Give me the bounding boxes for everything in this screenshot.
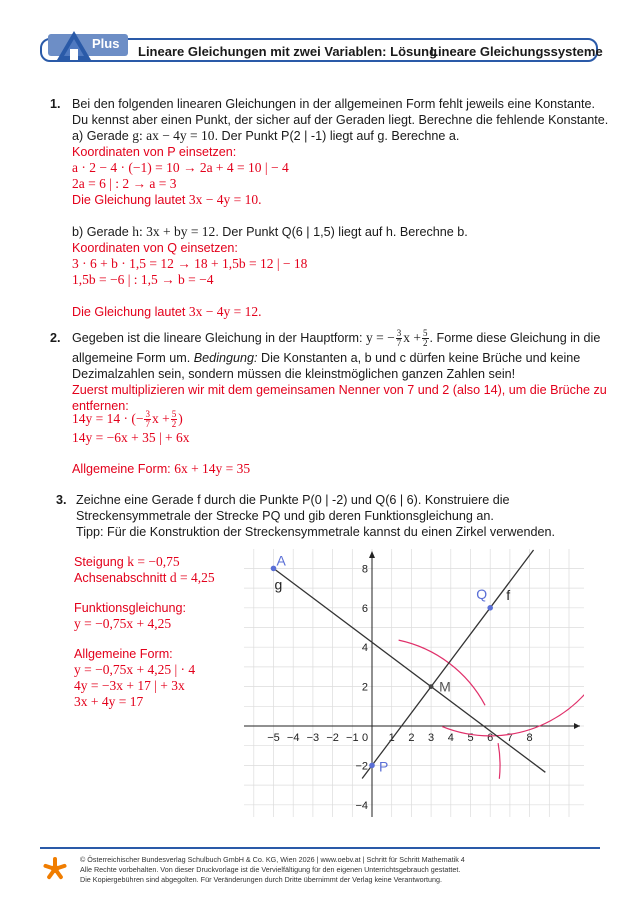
task3-general-step2: 4y = −3x + 17 | + 3x (74, 678, 185, 693)
label-g: g (274, 576, 283, 593)
task1-a-sol3: 2a = 6 | : 2 → a = 3 (72, 176, 177, 191)
triangle-logo-icon (56, 30, 92, 62)
footer-rule (40, 847, 600, 849)
task1-b-sol2: 3 · 6 + b · 1,5 = 12 → 18 + 1,5b = 12 | − 18 (72, 256, 308, 271)
point-P (369, 763, 375, 769)
task3-line2: Streckensymmetrale der Strecke PQ und gib deren Funktionsgleichung an. (76, 509, 494, 523)
task1-a-sol2: a · 2 − 4 · (−1) = 10 → 2a + 4 = 10 | − 4 (72, 160, 289, 175)
task1-b-question: b) Gerade h: 3x + by = 12. Der Punkt Q(6 | 1,5) liegt auf h. Berechne b. (72, 224, 468, 239)
y-axis-arrow-icon (369, 551, 375, 558)
plus-logo (48, 30, 128, 62)
task3-slope: Steigung k = −0,75 (74, 554, 180, 569)
label-f: f (506, 586, 511, 603)
x-tick-label: 7 (506, 732, 513, 744)
task2-line2: allgemeine Form um. Bedingung: Die Konstanten a, b und c dürfen keine Brüche und keine (72, 351, 581, 365)
x-tick-label: −2 (326, 732, 339, 744)
y-tick-label: 2 (361, 681, 368, 694)
label-M: M (439, 678, 451, 695)
label-Q: Q (476, 585, 488, 602)
graph-lines (274, 550, 546, 779)
task3-func-eq: y = −0,75x + 4,25 (74, 616, 172, 631)
task2-line1: Gegeben ist die lineare Gleichung in der Hauptform: y = − $\frac{3}{7}$ x + $\frac{5}{2}$ . Forme diese Gleichung in die (72, 328, 601, 349)
task3-general-result: 3x + 4y = 17 (74, 694, 144, 709)
task2-sol5: Allgemeine Form: 6x + 14y = 35 (72, 461, 251, 476)
footer-copyright: © Österreichischer Bundesverlag Schulbuch GmbH & Co. KG, Wien 2026 | www.oebv.at | Schritt für Schritt Mathematik 4 (80, 855, 465, 864)
y-tick-label: 4 (361, 642, 368, 655)
label-P: P (379, 758, 389, 775)
task1-line1: Bei den folgenden linearen Gleichungen in der allgemeinen Form fehlt jeweils eine Konstante. (72, 97, 595, 111)
publisher-logo-icon (42, 856, 68, 882)
task3-general-label: Allgemeine Form: (74, 647, 173, 661)
task3-line3: Tipp: Für die Konstruktion der Streckensymmetrale kannst du einen Zirkel verwenden. (76, 525, 556, 539)
y-tick-label: −4 (355, 799, 368, 812)
task2-sol1: Zuerst multiplizieren wir mit dem gemeinsamen Nenner von 7 und 2 (also 14), um die Brüche zu (72, 383, 607, 397)
task3-line1: Zeichne eine Gerade f durch die Punkte P(0 | -2) und Q(6 | 6). Konstruiere die (76, 493, 510, 507)
task2-sol4: 14y = −6x + 35 | + 6x (72, 430, 190, 445)
page-title: Lineare Gleichungen mit zwei Variablen: Lösung (138, 44, 438, 59)
x-tick-label: 8 (526, 732, 533, 744)
task3-number: 3. (56, 493, 67, 507)
x-tick-label: 0 (361, 732, 369, 744)
coordinate-graph (244, 549, 584, 817)
task2-line3: Dezimalzahlen sein, sondern müssen die kleinstmöglichen ganzen Zahlen sein! (72, 367, 516, 381)
x-tick-label: −5 (267, 732, 280, 744)
task1-b-sol4: Die Gleichung lautet 3x − 4y = 12. (72, 304, 262, 319)
page-subtitle: Lineare Gleichungssysteme (430, 44, 603, 59)
point-Q (487, 605, 493, 611)
x-tick-label: −3 (306, 732, 320, 744)
graph-grid (244, 549, 584, 817)
y-tick-label: 6 (361, 602, 368, 615)
point-A (271, 566, 277, 572)
arc-from-Q (442, 634, 584, 735)
x-axis-arrow-icon (574, 723, 580, 729)
footer-disclaimer: Die Kopiergebühren sind abgegolten. Für Veränderungen durch Dritte übernimmt der Verlag keine Verantwortung. (80, 875, 442, 884)
task2-sol3: 14y = 14 · (− $\frac{3}{7}$ x + $\frac{5}{2}$ ) (72, 409, 183, 430)
task1-number: 1. (50, 97, 61, 111)
x-tick-label: 2 (408, 732, 415, 744)
task1-b-sol3: 1,5b = −6 | : 1,5 → b = −4 (72, 272, 214, 287)
task2-number: 2. (50, 331, 61, 345)
task3-func-label: Funktionsgleichung: (74, 601, 187, 615)
task1-a-sol4: Die Gleichung lautet 3x − 4y = 10. (72, 192, 262, 207)
x-tick-label: −1 (346, 732, 359, 744)
y-tick-label: −2 (355, 760, 368, 773)
task1-a-sol1: Koordinaten von P einsetzen: (72, 145, 237, 159)
label-A: A (276, 552, 286, 569)
graph-tick-labels (267, 563, 532, 811)
y-tick-label: 8 (361, 563, 368, 576)
task3-general-step1: y = −0,75x + 4,25 | · 4 (74, 662, 196, 677)
x-tick-label: 5 (467, 732, 474, 744)
task2-sol2: entfernen: (72, 399, 129, 413)
task3-intercept: Achsenabschnitt d = 4,25 (74, 570, 215, 585)
footer-rights: Alle Rechte vorbehalten. Von dieser Druckvorlage ist die Vervielfältigung für den eigenen Unterrichtsgebrauch gestattet. (80, 865, 461, 874)
logo-plus-text: Plus (92, 36, 120, 51)
x-tick-label: −4 (286, 732, 300, 744)
task1-line2: Du kennst aber einen Punkt, der sicher auf der Geraden liegt. Berechne die fehlende Konstante. (72, 113, 609, 127)
task1-a-question: a) Gerade g: ax − 4y = 10. Der Punkt P(2 | -1) liegt auf g. Berechne a. (72, 128, 460, 143)
point-M (429, 684, 434, 689)
x-tick-label: 4 (447, 732, 454, 744)
x-tick-label: 3 (428, 732, 435, 744)
x-tick-label: 6 (487, 732, 494, 744)
task1-b-sol1: Koordinaten von Q einsetzen: (72, 241, 238, 255)
arc-from-P-tail (498, 743, 500, 779)
x-tick-label: 1 (388, 732, 395, 744)
